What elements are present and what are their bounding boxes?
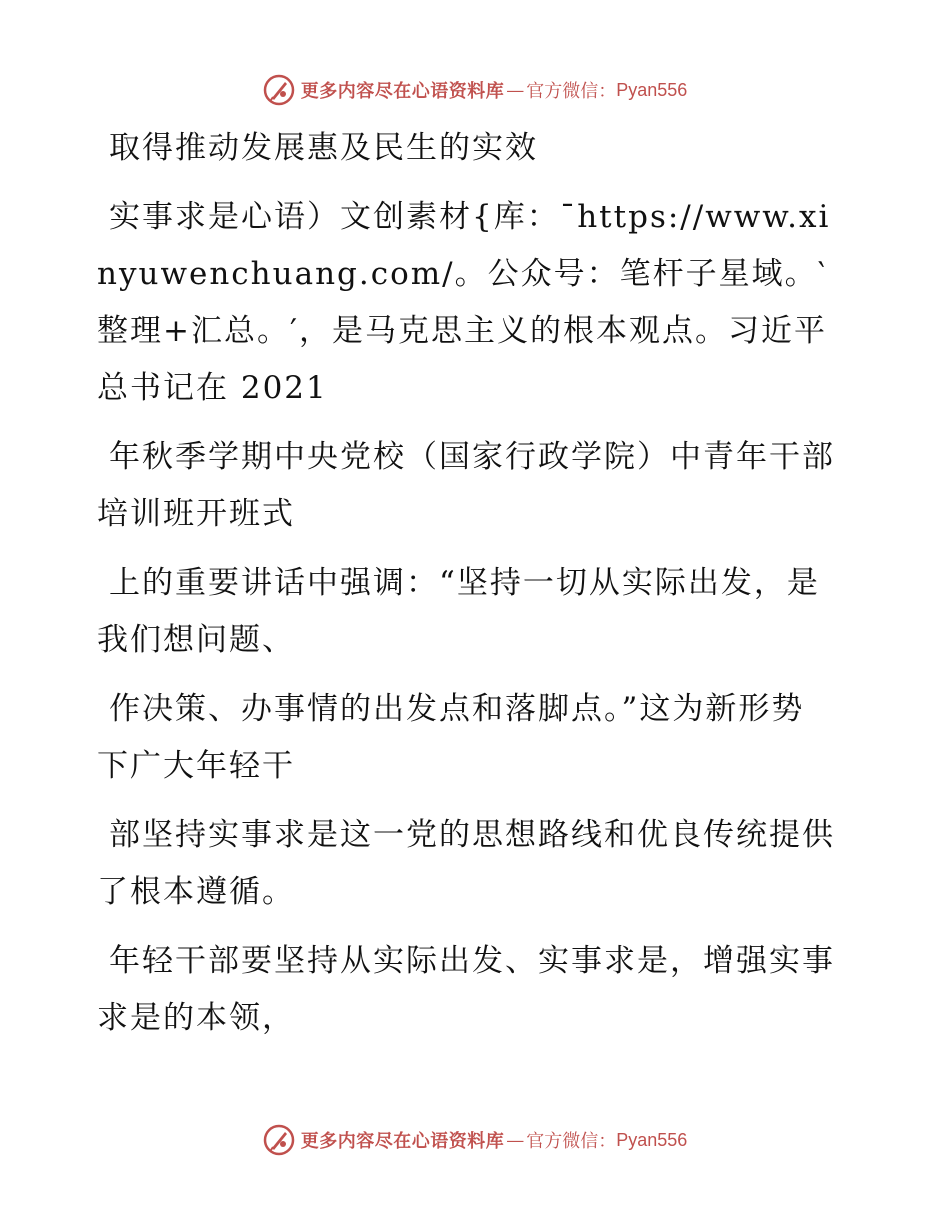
paragraph-1: 取得推动发展惠及民生的实效 (109, 130, 538, 166)
banner-dash: — (506, 79, 525, 101)
banner-wechat-id: Pyan556 (616, 79, 688, 100)
footer-banner-dash: — (506, 1129, 525, 1151)
footer-banner-title: 更多内容尽在心语资料库 (300, 1131, 505, 1152)
paragraph-6: 部坚持实事求是这一党的思想路线和优良传统提供了根本遵循。 (97, 817, 835, 910)
paragraph-2: 实事求是心语）文创素材{库：¯https://www.xinyuwenchuang.com/。公众号：笔杆子星域。‵整理+汇总。′，是马克思主义的根本观点。习近平总书记在 2021 (97, 199, 831, 406)
paragraph-4: 上的重要讲话中强调：“坚持一切从实际出发，是我们想问题、 (97, 565, 820, 658)
paragraph-5: 作决策、办事情的出发点和落脚点。”这为新形势下广大年轻干 (97, 691, 805, 784)
quill-pen-circle-icon (263, 74, 295, 106)
footer-banner (0, 1120, 950, 1160)
banner-wechat-label: 官方微信： (526, 81, 617, 102)
document-body (97, 120, 837, 1059)
paragraph-7: 年轻干部要坚持从实际出发、实事求是，增强实事求是的本领， (97, 943, 835, 1036)
footer-banner-wechat-label: 官方微信： (526, 1131, 617, 1152)
banner-title: 更多内容尽在心语资料库 (300, 81, 505, 102)
footer-banner-wechat-id: Pyan556 (616, 1129, 688, 1150)
header-banner (0, 70, 950, 110)
paragraph-3: 年秋季学期中央党校（国家行政学院）中青年干部培训班开班式 (97, 439, 835, 532)
quill-pen-circle-icon (263, 1124, 295, 1156)
